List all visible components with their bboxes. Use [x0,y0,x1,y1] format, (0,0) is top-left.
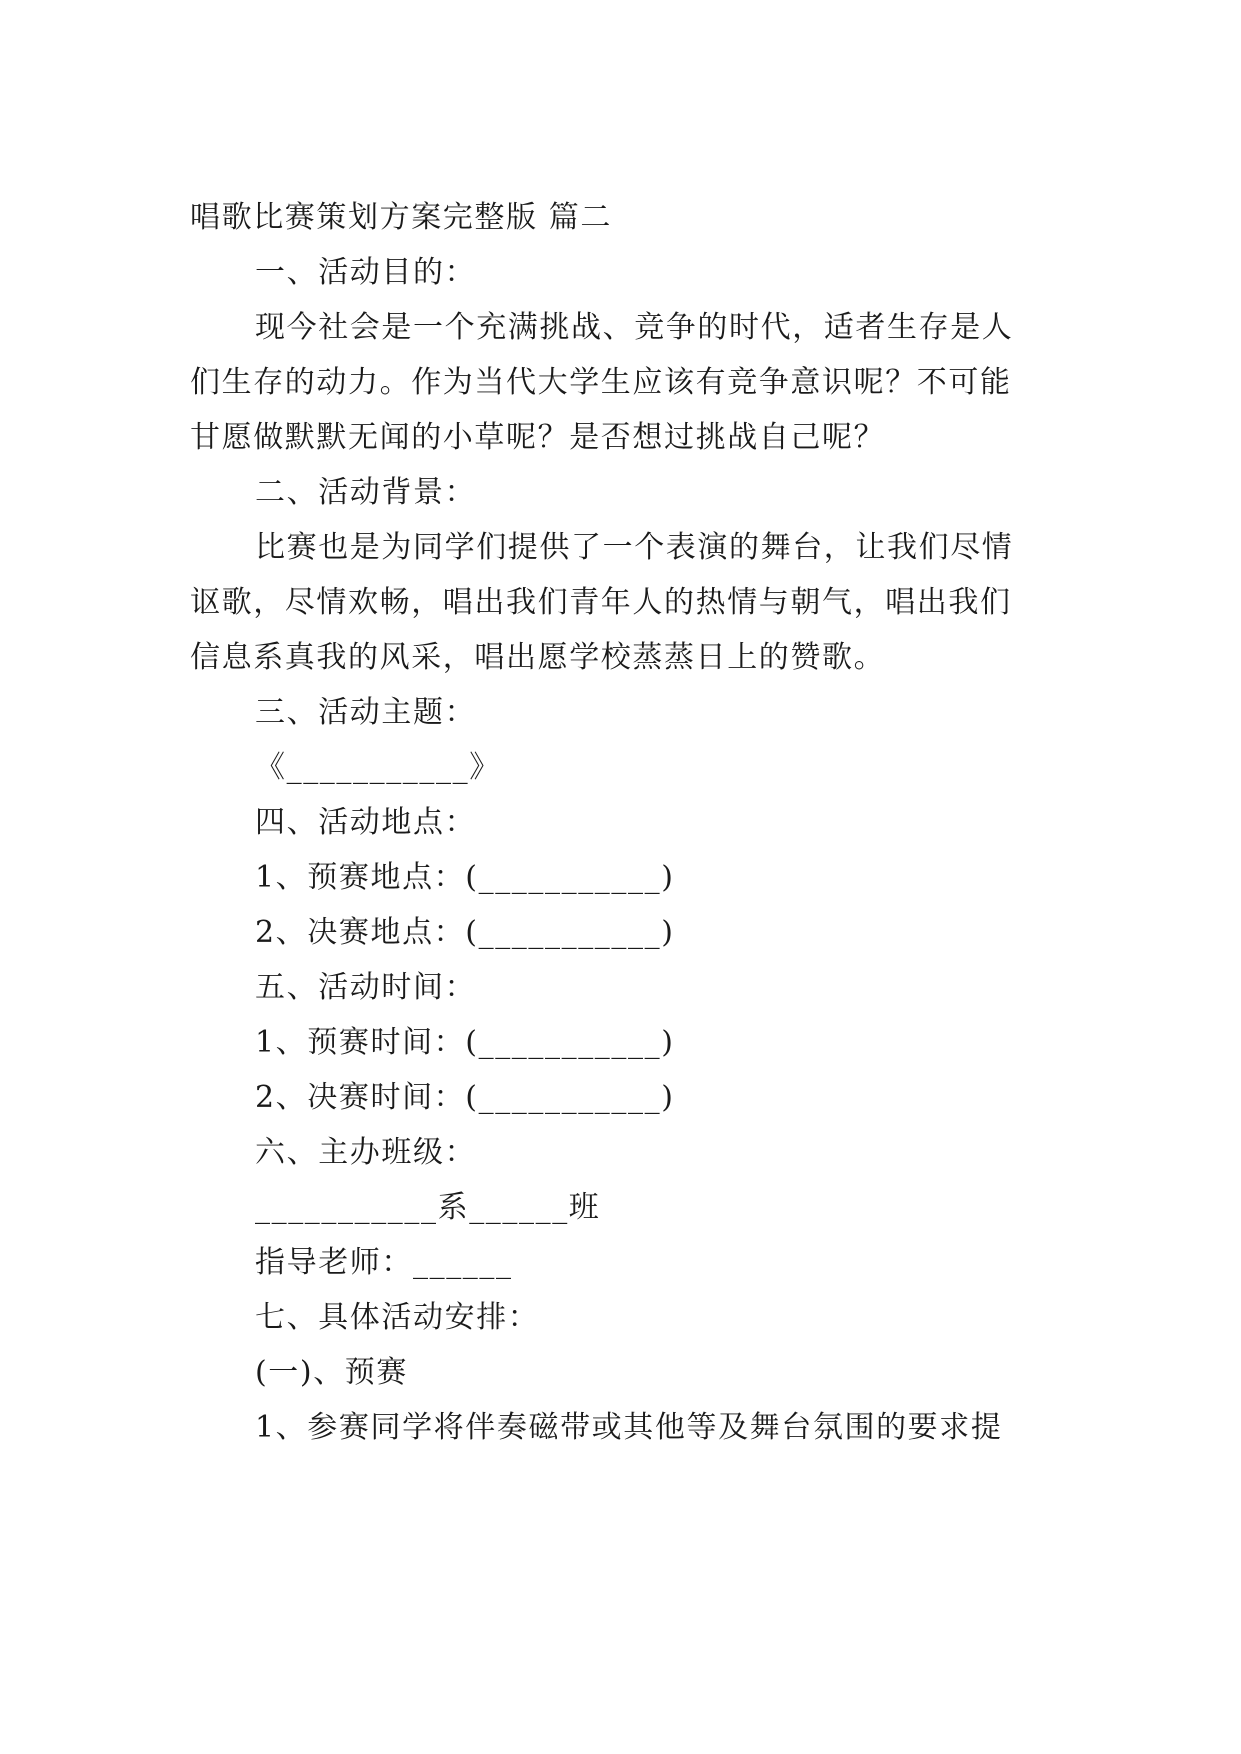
paragraph-line: 讴歌，尽情欢畅，唱出我们青年人的热情与朝气，唱出我们 [190,585,1012,620]
section-heading-location: 四、活动地点： [255,805,477,840]
paragraph-line: 1、参赛同学将伴奏磁带或其他等及舞台氛围的要求提 [255,1410,1003,1445]
paragraph-line: 信息系真我的风采，唱出愿学校蒸蒸日上的赞歌。 [190,640,886,675]
section-heading-organizer: 六、主办班级： [255,1135,477,1170]
section-heading-time: 五、活动时间： [255,970,477,1005]
organizer-blank: ___________系______班 [255,1190,601,1225]
location-prelim: 1、预赛地点：(___________) [255,860,675,895]
time-prelim: 1、预赛时间：(___________) [255,1025,675,1060]
paragraph-line: 们生存的动力。作为当代大学生应该有竞争意识呢？不可能 [190,365,1012,400]
paragraph-line: 现今社会是一个充满挑战、竞争的时代，适者生存是人 [255,310,1014,345]
location-final: 2、决赛地点：(___________) [255,915,675,950]
paragraph-line: 甘愿做默默无闻的小草呢？是否想过挑战自己呢？ [190,420,886,455]
paragraph-line: 比赛也是为同学们提供了一个表演的舞台，让我们尽情 [255,530,1014,565]
time-final: 2、决赛时间：(___________) [255,1080,675,1115]
section-heading-purpose: 一、活动目的： [255,255,477,290]
section-heading-theme: 三、活动主题： [255,695,477,730]
section-heading-background: 二、活动背景： [255,475,477,510]
section-heading-schedule: 七、具体活动安排： [255,1300,540,1335]
teacher-blank: 指导老师：______ [255,1245,513,1280]
document-title: 唱歌比赛策划方案完整版 篇二 [190,200,612,235]
theme-blank: 《___________》 [255,750,501,785]
subsection-heading-prelim: (一)、预赛 [255,1355,409,1390]
